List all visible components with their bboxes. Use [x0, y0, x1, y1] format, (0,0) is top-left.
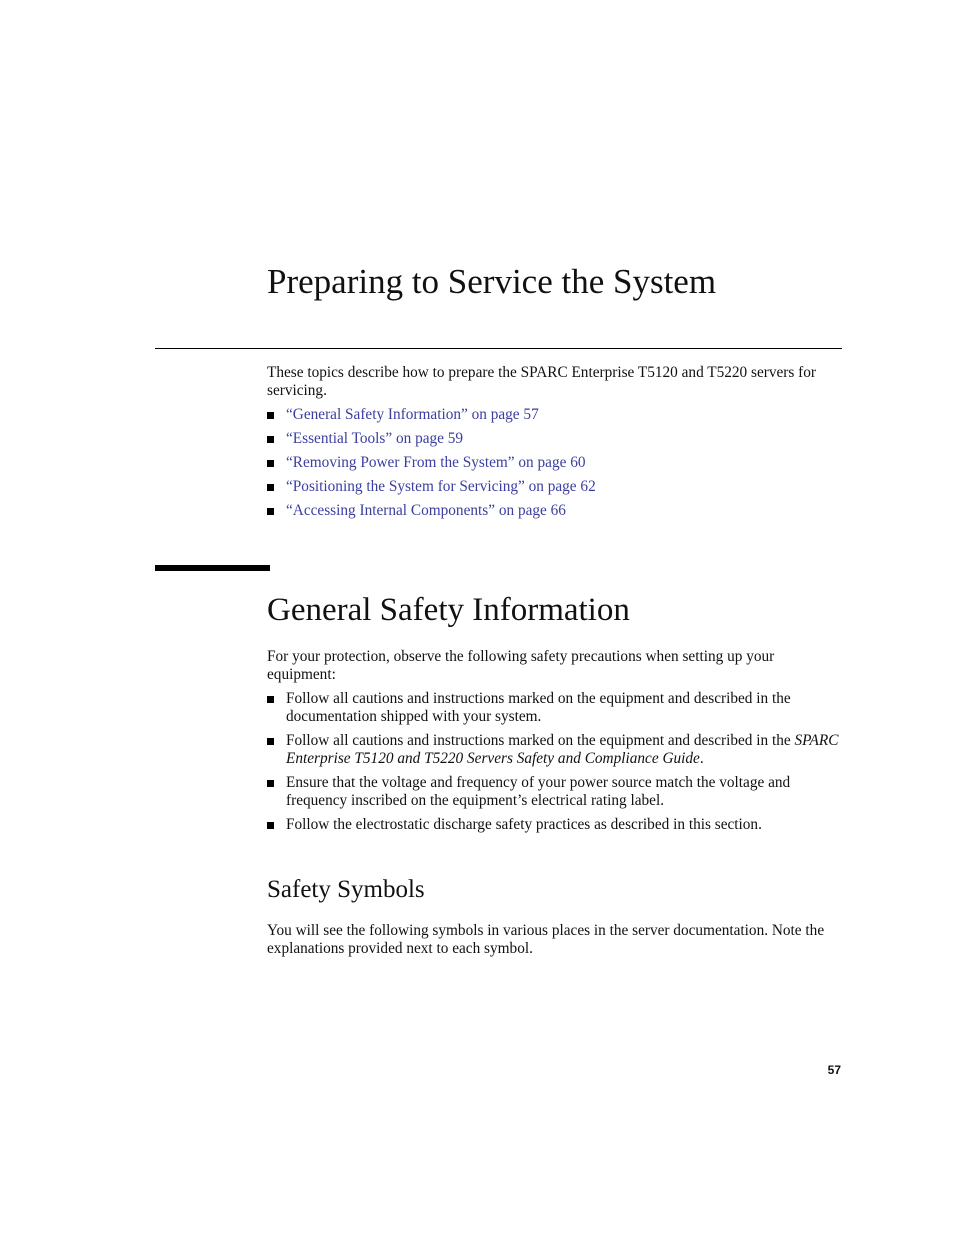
subsection-title: Safety Symbols — [267, 876, 425, 903]
link-essential-tools[interactable]: “Essential Tools” on page 59 — [286, 430, 464, 447]
chapter-intro: These topics describe how to prepare the SPARC Enterprise T5120 and T5220 servers for servicing. — [267, 364, 817, 399]
section-title: General Safety Information — [267, 592, 630, 628]
safety-precaution-list — [267, 690, 842, 840]
link-accessing-internal-components[interactable]: “Accessing Internal Components” on page 66 — [286, 502, 566, 519]
link-removing-power[interactable]: “Removing Power From the System” on page 60 — [286, 454, 586, 471]
bullet-square-icon — [267, 696, 274, 703]
list-item — [267, 502, 842, 520]
chapter-title: Preparing to Service the System — [267, 262, 717, 301]
list-item — [267, 816, 842, 834]
precaution-text: Follow the electrostatic discharge safety practices as described in this section. — [286, 816, 762, 833]
bullet-square-icon — [267, 436, 274, 443]
precaution-text-prefix: Follow all cautions and instructions marked on the equipment and described in the — [286, 732, 795, 749]
link-positioning-system[interactable]: “Positioning the System for Servicing” on page 62 — [286, 478, 596, 495]
topic-link-list — [267, 406, 842, 526]
precaution-text-suffix: . — [699, 750, 704, 767]
list-item — [267, 774, 842, 810]
bullet-square-icon — [267, 484, 274, 491]
list-item — [267, 454, 842, 472]
precaution-text: Ensure that the voltage and frequency of your power source match the voltage and frequency inscribed on the equipment’s electrical rating label. — [286, 774, 791, 809]
guide-title-italic: SPARC Enterprise T5120 and T5220 Servers Safety and Compliance Guide — [286, 732, 839, 767]
section-marker-bar — [155, 565, 270, 571]
bullet-square-icon — [267, 460, 274, 467]
bullet-square-icon — [267, 412, 274, 419]
precaution-text: Follow all cautions and instructions marked on the equipment and described in the documentation shipped with your system. — [286, 690, 791, 725]
bullet-square-icon — [267, 508, 274, 515]
list-item — [267, 430, 842, 448]
link-general-safety-information[interactable]: “General Safety Information” on page 57 — [286, 406, 539, 423]
list-item — [267, 406, 842, 424]
bullet-square-icon — [267, 822, 274, 829]
section-intro: For your protection, observe the following safety precautions when setting up your equipment: — [267, 648, 775, 683]
list-item — [267, 732, 842, 768]
chapter-title-rule — [155, 348, 842, 349]
subsection-text: You will see the following symbols in various places in the server documentation. Note the explanations provided next to each symbol. — [267, 922, 825, 957]
list-item — [267, 690, 842, 726]
bullet-square-icon — [267, 780, 274, 787]
bullet-square-icon — [267, 738, 274, 745]
page-number: 57 — [827, 1063, 841, 1077]
list-item — [267, 478, 842, 496]
